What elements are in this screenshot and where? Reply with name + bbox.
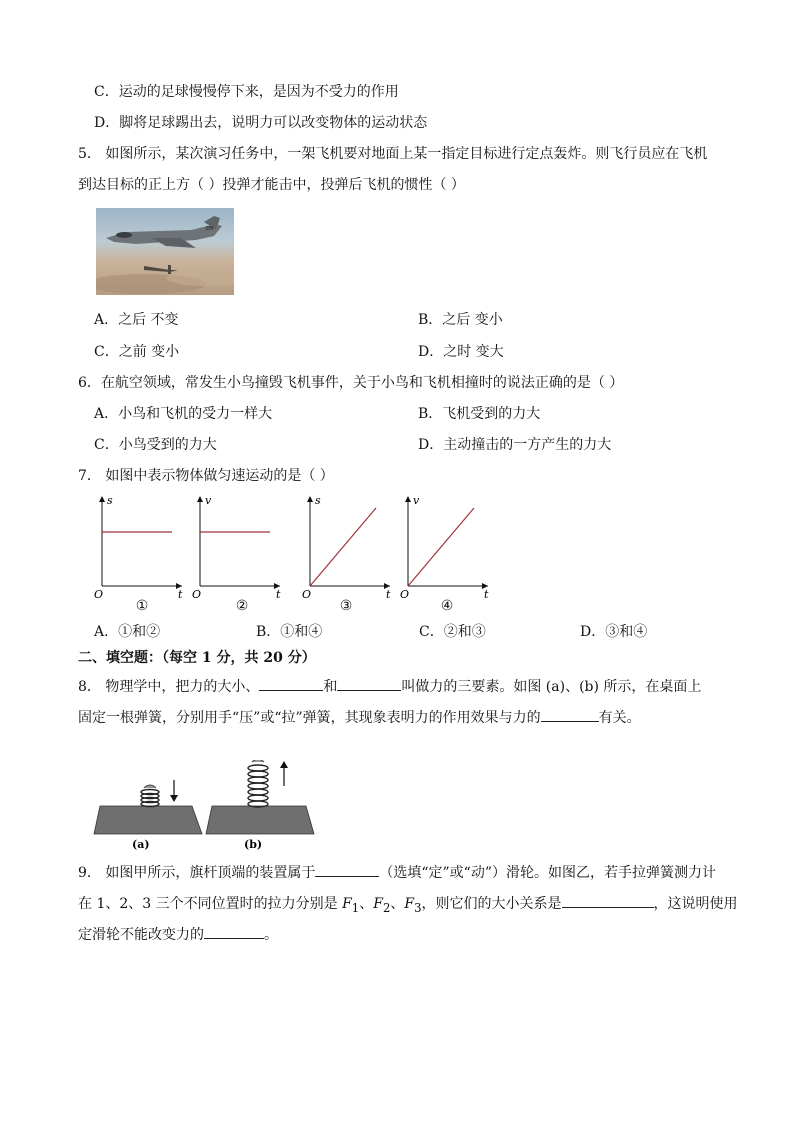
q9-line3 (78, 924, 278, 945)
graph-3-number: ③ (339, 598, 353, 614)
q4-option-c: C．运动的足球慢慢停下来，是因为不受力的作用 (94, 84, 399, 100)
q9-line2 (78, 893, 738, 918)
q9-text-7: 。 (264, 927, 278, 943)
q9-f1: F (342, 896, 352, 912)
graph-3-origin: O (302, 588, 312, 600)
q8-text-1: 8． 物理学中，把力的大小、 (78, 679, 260, 695)
spring-caption-a: (a) (132, 838, 150, 851)
q5-stem-line1: 5． 如图所示，某次演习任务中，一架飞机要对地面上某一指定目标进行定点轰炸。则飞行员应在飞机 (78, 146, 708, 162)
graph-1-number: ① (135, 598, 149, 614)
graph-1-origin: O (94, 588, 104, 600)
graph-3-ylabel: s (315, 494, 321, 507)
q9-text-6: 定滑轮不能改变力的 (78, 927, 204, 943)
q9-text-2: （选填“定”或“动”）滑轮。如图乙，若手拉弹簧测力计 (379, 865, 716, 881)
svg-text:EM: EM (206, 226, 214, 232)
graph-4-v-t (398, 492, 494, 600)
q7-stem: 7． 如图中表示物体做匀速运动的是（ ） (78, 468, 334, 484)
q7-option-a: A．①和② (94, 624, 161, 640)
graph-2-ylabel: v (205, 494, 212, 507)
q9-text-5: ，这说明使用 (653, 896, 738, 912)
q5-option-a: A．之后 不变 (94, 312, 179, 328)
graph-2-number: ② (235, 598, 249, 614)
graph-1-s-t (92, 492, 188, 600)
q9-f3-sub: 3 (414, 900, 422, 915)
q9-blank-3[interactable] (204, 924, 264, 939)
fighter-jet-illustration (96, 208, 234, 295)
q5-stem-line2: 到达目标的正上方（ ）投弹才能击中，投弹后飞机的惯性（ ） (78, 177, 465, 193)
graph-4-xlabel: t (484, 588, 489, 600)
graph-3-s-t (300, 492, 396, 600)
q9-line1 (78, 862, 716, 883)
spring-figure (92, 760, 322, 852)
graph-1-xlabel: t (178, 588, 183, 600)
q9-f3: F (404, 896, 415, 912)
q7-option-b: B．①和④ (256, 624, 323, 640)
q8-text-5: 有关。 (598, 710, 641, 726)
q8-text-3: 叫做力的三要素。如图 (a)、(b) 所示，在桌面上 (401, 679, 702, 695)
q9-f2: F (373, 896, 383, 912)
q7-option-d: D．③和④ (580, 624, 648, 640)
graph-2-xlabel: t (276, 588, 281, 600)
graph-2-origin: O (192, 588, 202, 600)
graph-4-ylabel: v (413, 494, 420, 507)
q6-option-b: B．飞机受到的力大 (418, 406, 541, 422)
fighter-jet-photo (96, 208, 234, 295)
graph-4-number: ④ (440, 598, 454, 614)
q8-line2 (78, 707, 641, 728)
section-2-title: 二、填空题：（每空 1 分，共 20 分） (78, 650, 316, 666)
q8-line1 (78, 676, 701, 697)
q8-blank-2[interactable] (337, 676, 401, 691)
graph-1-ylabel: s (107, 494, 113, 507)
q9-sep-2: 、 (390, 896, 405, 912)
q6-option-c: C．小鸟受到的力大 (94, 437, 217, 453)
graph-3-xlabel: t (386, 588, 391, 600)
q4-option-d: D．脚将足球踢出去，说明力可以改变物体的运动状态 (94, 115, 428, 131)
q5-option-b: B．之后 变小 (418, 312, 503, 328)
spring-caption-b: (b) (244, 838, 263, 851)
graph-2-v-t (190, 492, 286, 600)
q6-option-a: A．小鸟和飞机的受力一样大 (94, 406, 273, 422)
q9-f2-sub: 2 (382, 900, 391, 915)
q9-f1-sub: 1 (351, 900, 360, 915)
q6-stem: 6．在航空领域，常发生小鸟撞毁飞机事件，关于小鸟和飞机相撞时的说法正确的是（ ） (78, 375, 624, 391)
q8-blank-1[interactable] (259, 676, 323, 691)
q9-blank-2[interactable] (562, 893, 654, 908)
graph-4-origin: O (400, 588, 410, 600)
q7-option-c: C．②和③ (419, 624, 486, 640)
q8-text-2: 和 (323, 679, 338, 695)
q5-option-d: D．之时 变大 (418, 344, 504, 360)
q9-text-3: 在 1、2、3 三个不同位置时的拉力分别是 (78, 896, 343, 912)
q9-text-4: ，则它们的大小关系是 (421, 896, 562, 912)
q5-option-c: C．之前 变小 (94, 344, 180, 360)
q9-sep-1: 、 (359, 896, 374, 912)
q9-blank-1[interactable] (315, 862, 379, 877)
q8-blank-3[interactable] (541, 707, 599, 722)
q6-option-d: D．主动撞击的一方产生的力大 (418, 437, 612, 453)
q9-text-1: 9． 如图甲所示，旗杆顶端的装置属于 (78, 865, 316, 881)
q8-text-4: 固定一根弹簧，分别用手“压”或“拉”弹簧，其现象表明力的作用效果与力的 (78, 710, 541, 726)
